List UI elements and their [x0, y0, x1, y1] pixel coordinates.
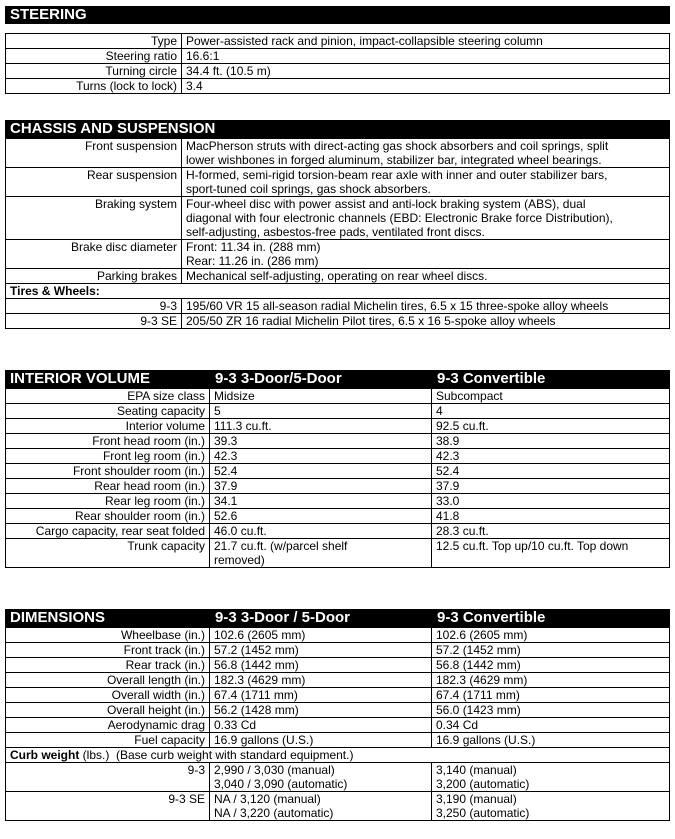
row-label: Trunk capacity: [6, 539, 210, 568]
cell-line: 21.7 cu.ft. (w/parcel shelf: [214, 539, 348, 553]
section-title: CHASSIS AND SUSPENSION: [10, 120, 216, 137]
row-value: 34.4 ft. (10.5 m): [182, 64, 670, 79]
row-label: Wheelbase (in.): [6, 628, 210, 643]
row-label: Overall height (in.): [6, 703, 210, 718]
steering-header: [5, 6, 670, 24]
row-label: 9-3: [6, 763, 210, 792]
cell-line: 56.8 (1442 mm): [214, 658, 299, 672]
row-label: Rear suspension: [6, 168, 182, 197]
value-3-5-door: [210, 792, 432, 821]
cell-line: 5: [214, 404, 221, 418]
value-3-5-door: [210, 419, 432, 434]
dimensions-header: [5, 609, 670, 627]
cell-line: 16.9 gallons (U.S.): [436, 733, 536, 747]
curb-weight-heading: [6, 748, 670, 763]
row-label: Rear track (in.): [6, 658, 210, 673]
curb-weight-note: (lbs.) (Base curb weight with standard equipment.): [79, 748, 354, 762]
row-label: Brake disc diameter: [6, 240, 182, 269]
table-row: [6, 49, 670, 64]
table-row: [6, 628, 670, 643]
row-label: Cargo capacity, rear seat folded: [6, 524, 210, 539]
value-convertible: [432, 419, 670, 434]
row-value: 195/60 VR 15 all-season radial Michelin tires, 6.5 x 15 three-spoke alloy wheels: [182, 299, 670, 314]
value-convertible: [432, 733, 670, 748]
table-row: [6, 314, 670, 329]
steering-section: [5, 6, 670, 94]
row-value: [182, 240, 670, 269]
row-label: 9-3 SE: [6, 792, 210, 821]
cell-line: Front: 11.34 in. (288 mm): [186, 240, 321, 254]
cell-line: 67.4 (1711 mm): [214, 688, 298, 702]
table-row: [6, 389, 670, 404]
table-row: [6, 419, 670, 434]
cell-line: 42.3: [436, 449, 460, 463]
cell-line: 0.33 Cd: [214, 718, 257, 732]
column-header-3-5-door: 9-3 3-Door / 5-Door: [215, 609, 351, 626]
cell-line: diagonal with four electronic channels (EBD: Electronic Brake force Distribution),: [186, 211, 613, 225]
section-title: STEERING: [10, 6, 87, 23]
row-label: 9-3 SE: [6, 314, 182, 329]
cell-line: 56.0 (1423 mm): [436, 703, 521, 717]
row-value: 16.6:1: [182, 49, 670, 64]
table-row: [6, 404, 670, 419]
value-convertible: [432, 509, 670, 524]
chassis-section: [5, 120, 670, 329]
row-value: [182, 168, 670, 197]
value-3-5-door: [210, 643, 432, 658]
value-3-5-door: [210, 673, 432, 688]
value-3-5-door: [210, 509, 432, 524]
cell-line: sport-tuned coil springs, gas shock absorbers.: [186, 182, 431, 196]
value-3-5-door: [210, 494, 432, 509]
cell-line: 52.4: [436, 464, 460, 478]
cell-line: 37.9: [214, 479, 238, 493]
interior-section: [5, 370, 670, 568]
cell-line: 56.2 (1428 mm): [214, 703, 299, 717]
cell-line: 3,200 (automatic): [436, 777, 530, 791]
table-row: [6, 449, 670, 464]
table-row: [6, 64, 670, 79]
row-label: Overall length (in.): [6, 673, 210, 688]
row-label: Front suspension: [6, 139, 182, 168]
cell-line: 38.9: [436, 434, 460, 448]
cell-line: 33.0: [436, 494, 460, 508]
value-3-5-door: [210, 688, 432, 703]
row-label: Rear leg room (in.): [6, 494, 210, 509]
cell-line: 111.3 cu.ft.: [214, 419, 272, 433]
curb-weight-title: Curb weight: [10, 748, 80, 762]
table-row: [6, 539, 670, 568]
table-row: [6, 673, 670, 688]
cell-line: 56.8 (1442 mm): [436, 658, 521, 672]
cell-line: 16.9 gallons (U.S.): [214, 733, 314, 747]
row-value: [182, 197, 670, 240]
value-convertible: [432, 792, 670, 821]
row-label: Front track (in.): [6, 643, 210, 658]
cell-line: Midsize: [214, 389, 255, 403]
section-title: INTERIOR VOLUME: [10, 370, 151, 387]
value-convertible: [432, 643, 670, 658]
table-row: [6, 509, 670, 524]
steering-table: [5, 33, 670, 94]
cell-line: lower wishbones in forged aluminum, stabilizer bar, integrated wheel bearings.: [186, 153, 602, 167]
value-3-5-door: [210, 404, 432, 419]
value-3-5-door: [210, 479, 432, 494]
table-row: [6, 733, 670, 748]
cell-line: 0.34 Cd: [436, 718, 479, 732]
table-row: [6, 240, 670, 269]
table-row: [6, 197, 670, 240]
cell-line: Subcompact: [436, 389, 503, 403]
table-row: [6, 34, 670, 49]
cell-line: 102.6 (2605 mm): [214, 628, 306, 642]
tires-wheels-heading: Tires & Wheels:: [6, 284, 670, 299]
cell-line: 3,250 (automatic): [436, 806, 530, 820]
value-3-5-door: [210, 718, 432, 733]
row-label: Aerodynamic drag: [6, 718, 210, 733]
cell-line: 3,140 (manual): [436, 763, 517, 777]
row-value: 3.4: [182, 79, 670, 94]
value-3-5-door: [210, 464, 432, 479]
column-header-convertible: 9-3 Convertible: [437, 370, 546, 387]
cell-line: Four-wheel disc with power assist and anti-lock braking system (ABS), dual: [186, 197, 586, 211]
cell-line: 42.3: [214, 449, 238, 463]
cell-line: 57.2 (1452 mm): [214, 643, 299, 657]
row-label: Rear head room (in.): [6, 479, 210, 494]
value-convertible: [432, 524, 670, 539]
table-row: [6, 269, 670, 284]
value-3-5-door: [210, 733, 432, 748]
row-label: Front shoulder room (in.): [6, 464, 210, 479]
row-label: Overall width (in.): [6, 688, 210, 703]
value-convertible: [432, 494, 670, 509]
section-title: DIMENSIONS: [10, 609, 106, 626]
row-label: Turns (lock to lock): [6, 79, 182, 94]
value-convertible: [432, 628, 670, 643]
table-row: [6, 703, 670, 718]
cell-line: 92.5 cu.ft.: [436, 419, 489, 433]
interior-header: [5, 370, 670, 388]
subheading-row: [6, 748, 670, 763]
row-value: [182, 269, 670, 284]
cell-line: removed): [214, 553, 265, 567]
value-3-5-door: [210, 449, 432, 464]
table-row: [6, 718, 670, 733]
table-row: [6, 524, 670, 539]
cell-line: 3,040 / 3,090 (automatic): [214, 777, 348, 791]
table-row: [6, 643, 670, 658]
value-convertible: [432, 479, 670, 494]
value-convertible: [432, 539, 670, 568]
cell-line: 34.1: [214, 494, 238, 508]
table-row: [6, 299, 670, 314]
cell-line: 182.3 (4629 mm): [436, 673, 528, 687]
value-3-5-door: [210, 703, 432, 718]
value-convertible: [432, 658, 670, 673]
cell-line: H-formed, semi-rigid torsion-beam rear axle with inner and outer stabilizer bars,: [186, 168, 608, 182]
dimensions-table: [5, 627, 670, 821]
value-3-5-door: [210, 658, 432, 673]
cell-line: 4: [436, 404, 443, 418]
table-row: [6, 688, 670, 703]
table-row: [6, 494, 670, 509]
row-label: Turning circle: [6, 64, 182, 79]
cell-line: 12.5 cu.ft. Top up/10 cu.ft. Top down: [436, 539, 629, 553]
cell-line: Rear: 11.26 in. (286 mm): [186, 254, 319, 268]
cell-line: 3,190 (manual): [436, 792, 517, 806]
cell-line: 2,990 / 3,030 (manual): [214, 763, 335, 777]
value-convertible: [432, 688, 670, 703]
value-convertible: [432, 449, 670, 464]
table-row: [6, 434, 670, 449]
table-row: [6, 792, 670, 821]
value-3-5-door: [210, 628, 432, 643]
cell-line: 182.3 (4629 mm): [214, 673, 306, 687]
row-value: 205/50 ZR 16 radial Michelin Pilot tires, 6.5 x 16 5-spoke alloy wheels: [182, 314, 670, 329]
value-convertible: [432, 404, 670, 419]
table-row: [6, 658, 670, 673]
value-convertible: [432, 673, 670, 688]
value-3-5-door: [210, 434, 432, 449]
interior-table: [5, 388, 670, 568]
row-label: Interior volume: [6, 419, 210, 434]
cell-line: 39.3: [214, 434, 238, 448]
column-header-3-5-door: 9-3 3-Door/5-Door: [215, 370, 342, 387]
value-convertible: [432, 703, 670, 718]
cell-line: 41.8: [436, 509, 460, 523]
cell-line: 52.6: [214, 509, 238, 523]
row-value: Power-assisted rack and pinion, impact-collapsible steering column: [182, 34, 670, 49]
row-label: Steering ratio: [6, 49, 182, 64]
cell-line: 67.4 (1711 mm): [436, 688, 520, 702]
value-3-5-door: [210, 524, 432, 539]
row-label: Rear shoulder room (in.): [6, 509, 210, 524]
row-label: Fuel capacity: [6, 733, 210, 748]
value-convertible: [432, 718, 670, 733]
row-label: Parking brakes: [6, 269, 182, 284]
row-label: Front head room (in.): [6, 434, 210, 449]
cell-line: MacPherson struts with direct-acting gas shock absorbers and coil springs, split: [186, 139, 609, 153]
cell-line: Mechanical self-adjusting, operating on rear wheel discs.: [186, 269, 488, 283]
row-label: Front leg room (in.): [6, 449, 210, 464]
value-3-5-door: [210, 763, 432, 792]
value-convertible: [432, 464, 670, 479]
cell-line: NA / 3,220 (automatic): [214, 806, 334, 820]
chassis-table: [5, 138, 670, 329]
column-header-convertible: 9-3 Convertible: [437, 609, 546, 626]
row-label: Braking system: [6, 197, 182, 240]
cell-line: 52.4: [214, 464, 238, 478]
table-row: [6, 79, 670, 94]
value-3-5-door: [210, 389, 432, 404]
cell-line: NA / 3,120 (manual): [214, 792, 321, 806]
cell-line: self-adjusting, asbestos-free pads, ventilated front discs.: [186, 225, 485, 239]
row-label: 9-3: [6, 299, 182, 314]
row-label: Seating capacity: [6, 404, 210, 419]
table-row: [6, 168, 670, 197]
table-row: [6, 763, 670, 792]
value-convertible: [432, 434, 670, 449]
value-convertible: [432, 763, 670, 792]
value-3-5-door: [210, 539, 432, 568]
chassis-header: [5, 120, 670, 138]
dimensions-section: [5, 609, 670, 821]
cell-line: 102.6 (2605 mm): [436, 628, 528, 642]
table-row: [6, 464, 670, 479]
subheading-row: [6, 284, 670, 299]
table-row: [6, 479, 670, 494]
value-convertible: [432, 389, 670, 404]
cell-line: 28.3 cu.ft.: [436, 524, 489, 538]
table-row: [6, 139, 670, 168]
cell-line: 57.2 (1452 mm): [436, 643, 521, 657]
row-value: [182, 139, 670, 168]
cell-line: 46.0 cu.ft.: [214, 524, 267, 538]
row-label: EPA size class: [6, 389, 210, 404]
cell-line: 37.9: [436, 479, 460, 493]
row-label: Type: [6, 34, 182, 49]
